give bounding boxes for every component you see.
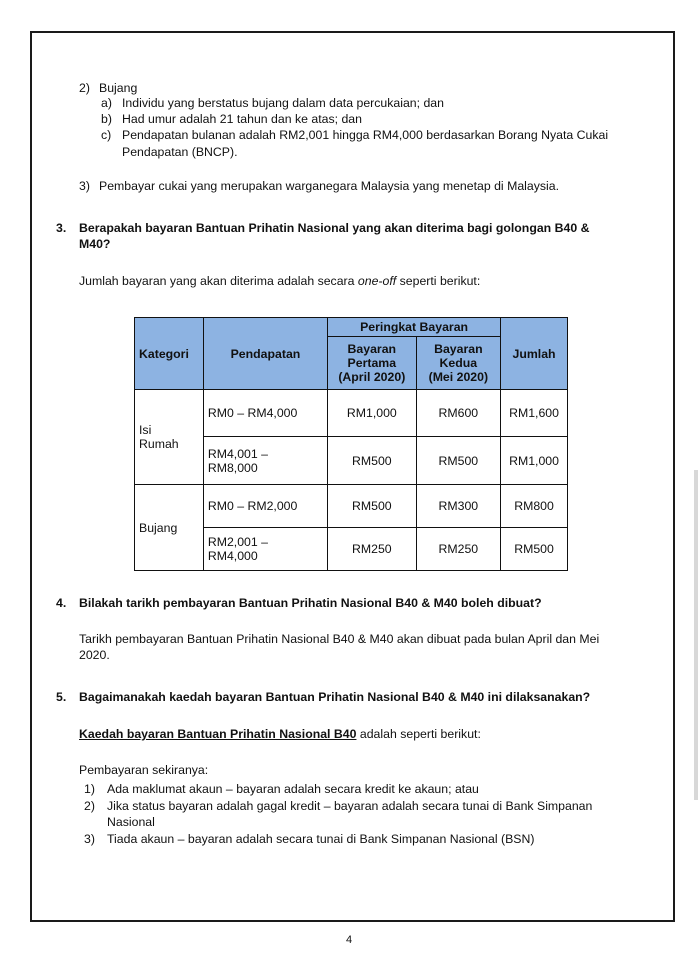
list-item-text: Pembayar cukai yang merupakan warganegara Malaysia yang menetap di Malaysia.	[99, 179, 560, 193]
method-line	[79, 727, 481, 742]
sub-letter: c)	[101, 128, 112, 142]
header-bayaran-pertama	[328, 337, 417, 390]
question-heading: M40?	[79, 237, 111, 251]
header-line: (April 2020)	[338, 370, 406, 384]
question-number: 3.	[56, 221, 67, 235]
list-item-text: Nasional	[107, 815, 155, 829]
header-line: Kedua	[439, 356, 478, 370]
income-line: RM8,000	[207, 460, 258, 475]
income-cell: RM0 – RM4,000	[203, 390, 327, 437]
question-heading: Bagaimanakah kaedah bayaran Bantuan Prihatin Nasional B40 & M40 ini dilaksanakan?	[79, 690, 591, 704]
list-item-text: Jika status bayaran adalah gagal kredit – bayaran adalah secara tunai di Bank Simpanan	[107, 799, 593, 813]
answer-text	[79, 274, 480, 289]
header-peringkat-bayaran: Peringkat Bayaran	[328, 318, 501, 337]
list-number: 2)	[79, 81, 90, 95]
sub-item-text: Individu yang berstatus bujang dalam data percukaian; dan	[122, 96, 444, 110]
table-row	[135, 390, 568, 437]
income-cell	[203, 437, 327, 485]
answer-text-part: Jumlah bayaran yang akan diterima adalah secara	[79, 274, 358, 288]
income-line: RM2,001 –	[207, 535, 268, 549]
list-item-text: Ada maklumat akaun – bayaran adalah secara kredit ke akaun; atau	[107, 782, 479, 796]
list-number: 1)	[84, 782, 95, 796]
answer-text: 2020.	[79, 648, 110, 662]
category-line: Isi	[139, 423, 152, 437]
income-cell: RM0 – RM2,000	[203, 485, 327, 528]
list-number: 3)	[79, 179, 90, 193]
first-payment-cell: RM500	[328, 437, 417, 485]
method-label: Kaedah bayaran Bantuan Prihatin Nasional B40	[79, 727, 357, 741]
header-line: (Mei 2020)	[428, 370, 489, 384]
question-number: 4.	[56, 596, 67, 610]
category-line: Rumah	[139, 437, 179, 451]
scrollbar[interactable]	[694, 470, 698, 800]
second-payment-cell: RM600	[416, 390, 501, 437]
answer-text: Tarikh pembayaran Bantuan Prihatin Nasional B40 & M40 akan dibuat pada bulan April dan Mei	[79, 632, 600, 646]
sub-letter: b)	[101, 112, 112, 126]
first-payment-cell: RM500	[328, 485, 417, 528]
total-cell: RM500	[501, 528, 568, 571]
header-jumlah: Jumlah	[501, 318, 568, 390]
income-cell	[203, 528, 327, 571]
header-line: Bayaran	[434, 342, 483, 356]
sub-letter: a)	[101, 96, 112, 110]
question-heading: Bilakah tarikh pembayaran Bantuan Prihatin Nasional B40 & M40 boleh dibuat?	[79, 596, 542, 610]
total-cell: RM1,000	[501, 437, 568, 485]
category-cell: Bujang	[135, 485, 204, 571]
sub-item-text: Had umur adalah 21 tahun dan ke atas; dan	[122, 112, 362, 126]
table-row	[135, 485, 568, 528]
sub-item-text: Pendapatan (BNCP).	[122, 145, 238, 159]
second-payment-cell: RM300	[416, 485, 501, 528]
list-number: 2)	[84, 799, 95, 813]
header-line: Bayaran	[347, 342, 397, 356]
intro-text: Pembayaran sekiranya:	[79, 763, 209, 777]
income-line: RM4,001 –	[207, 446, 268, 461]
payment-table	[134, 317, 568, 571]
first-payment-cell: RM1,000	[328, 390, 417, 437]
second-payment-cell: RM500	[416, 437, 501, 485]
list-number: 3)	[84, 832, 95, 846]
method-text: adalah seperti berikut:	[356, 727, 481, 741]
header-pendapatan: Pendapatan	[203, 318, 327, 390]
list-item-text: Tiada akaun – bayaran adalah secara tunai di Bank Simpanan Nasional (BSN)	[107, 832, 535, 846]
header-line: Pertama	[347, 356, 397, 370]
income-line: RM4,000	[207, 549, 258, 563]
category-cell	[135, 390, 204, 485]
header-bayaran-kedua	[416, 337, 501, 390]
answer-italic: one-off	[357, 274, 397, 288]
total-cell: RM1,600	[501, 390, 568, 437]
first-payment-cell: RM250	[328, 528, 417, 571]
question-heading: Berapakah bayaran Bantuan Prihatin Nasional yang akan diterima bagi golongan B40 &	[79, 221, 590, 235]
sub-item-text: Pendapatan bulanan adalah RM2,001 hingga RM4,000 berdasarkan Borang Nyata Cukai	[122, 128, 609, 142]
second-payment-cell: RM250	[416, 528, 501, 571]
list-item-title: Bujang	[99, 81, 138, 95]
header-kategori: Kategori	[135, 318, 204, 390]
total-cell: RM800	[501, 485, 568, 528]
answer-text-part: seperti berikut:	[396, 274, 481, 288]
question-number: 5.	[56, 690, 67, 704]
page-number: 4	[345, 934, 353, 946]
